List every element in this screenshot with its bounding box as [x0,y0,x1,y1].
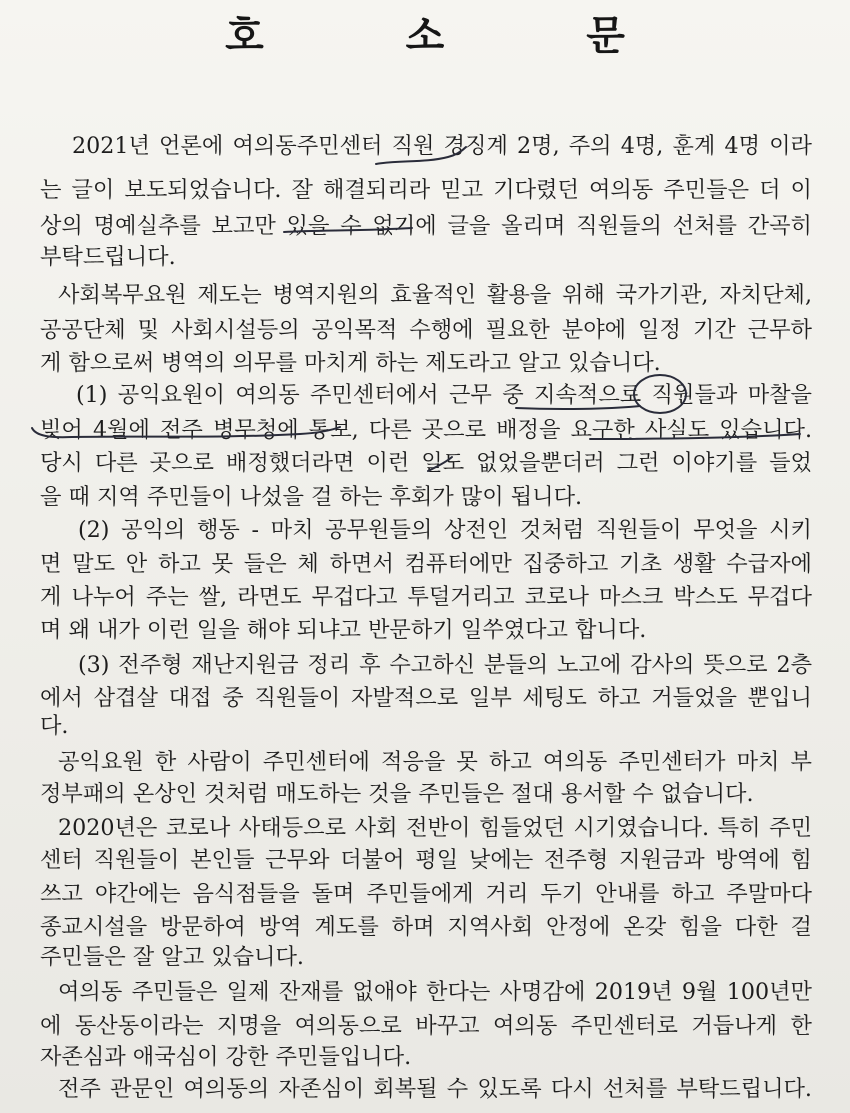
document-title: 호 소 문 [225,12,689,59]
paragraph-line-8: (1) 공익요원이 여의동 주민센터에서 근무 중 지속적으로 직원들과 마찰을 [76,382,812,408]
paragraph-line-18: 다. [40,713,69,739]
paragraph-line-5: 사회복무요원 제도는 병역지원의 효율적인 활용을 위해 국가기관, 자치단체, [58,282,812,308]
paragraph-line-10: 당시 다른 곳으로 배정했더라면 이런 일도 없었을뿐더러 그런 이야기를 들었 [40,450,812,476]
paragraph-line-3: 상의 명예실추를 보고만 있을 수 없기에 글을 올리며 직원들의 선처를 간곡히 [40,213,812,239]
paragraph-line-24: 종교시설을 방문하여 방역 계도를 하며 지역사회 안정에 온갖 힘을 다한 걸 [40,914,812,940]
paragraph-line-14: 게 나누어 주는 쌀, 라면도 무겁다고 투덜거리고 코로나 마스크 박스도 무겁다 [40,584,812,610]
paragraph-line-21: 2020년은 코로나 사태등으로 사회 전반이 힘들었던 시기였습니다. 특히 주민 [58,815,812,841]
paragraph-line-22: 센터 직원들이 본인들 근무와 더불어 평일 낮에는 전주형 지원금과 방역에 힘 [40,847,812,873]
paragraph-line-20: 정부패의 온상인 것처럼 매도하는 것을 주민들은 절대 용서할 수 없습니다. [40,781,754,807]
paragraph-line-19: 공익요원 한 사람이 주민센터에 적응을 못 하고 여의동 주민센터가 마치 부 [58,749,812,775]
paragraph-line-16: (3) 전주형 재난지원금 정리 후 수고하신 분들의 노고에 감사의 뜻으로 2층 [78,652,812,678]
paragraph-line-28: 자존심과 애국심이 강한 주민들입니다. [40,1044,412,1070]
paragraph-line-29: 전주 관문인 여의동의 자존심이 회복될 수 있도록 다시 선처를 부탁드립니다. [58,1076,812,1102]
paragraph-line-9: 빚어 4월에 전주 병무청에 통보, 다른 곳으로 배정을 요구한 사실도 있습니다. [40,417,812,443]
paragraph-line-11: 을 때 지역 주민들이 나섰을 걸 하는 후회가 많이 됩니다. [40,484,583,510]
paragraph-line-13: 면 말도 안 하고 못 들은 체 하면서 컴퓨터에만 집중하고 기초 생활 수급자에 [40,551,812,577]
paragraph-line-12: (2) 공익의 행동 - 마치 공무원들의 상전인 것처럼 직원들이 무엇을 시키 [78,517,812,543]
paragraph-line-27: 에 동산동이라는 지명을 여의동으로 바꾸고 여의동 주민센터로 거듭나게 한 [40,1013,812,1039]
paragraph-line-26: 여의동 주민들은 일제 잔재를 없애야 한다는 사명감에 2019년 9월 100년만 [58,979,812,1005]
paragraph-line-23: 쓰고 야간에는 음식점들을 돌며 주민들에게 거리 두기 안내를 하고 주말마다 [40,881,812,907]
paragraph-line-15: 며 왜 내가 이런 일을 해야 되냐고 반문하기 일쑤였다고 합니다. [40,617,647,643]
paragraph-line-1: 2021년 언론에 여의동주민센터 직원 경징계 2명, 주의 4명, 훈계 4명 이라 [72,133,812,159]
paragraph-line-7: 게 함으로써 병역의 의무를 마치게 하는 제도라고 알고 있습니다. [40,350,661,376]
paragraph-line-25: 주민들은 잘 알고 있습니다. [40,944,304,970]
paragraph-line-4: 부탁드립니다. [40,244,176,270]
paragraph-line-6: 공공단체 및 사회시설등의 공익목적 수행에 필요한 분야에 일정 기간 근무하 [40,317,812,343]
paragraph-line-17: 에서 삼겹살 대접 중 직원들이 자발적으로 일부 세팅도 하고 거들었을 뿐입니 [40,685,812,711]
paragraph-line-2: 는 글이 보도되었습니다. 잘 해결되리라 믿고 기다렸던 여의동 주민들은 더 이 [40,177,812,203]
